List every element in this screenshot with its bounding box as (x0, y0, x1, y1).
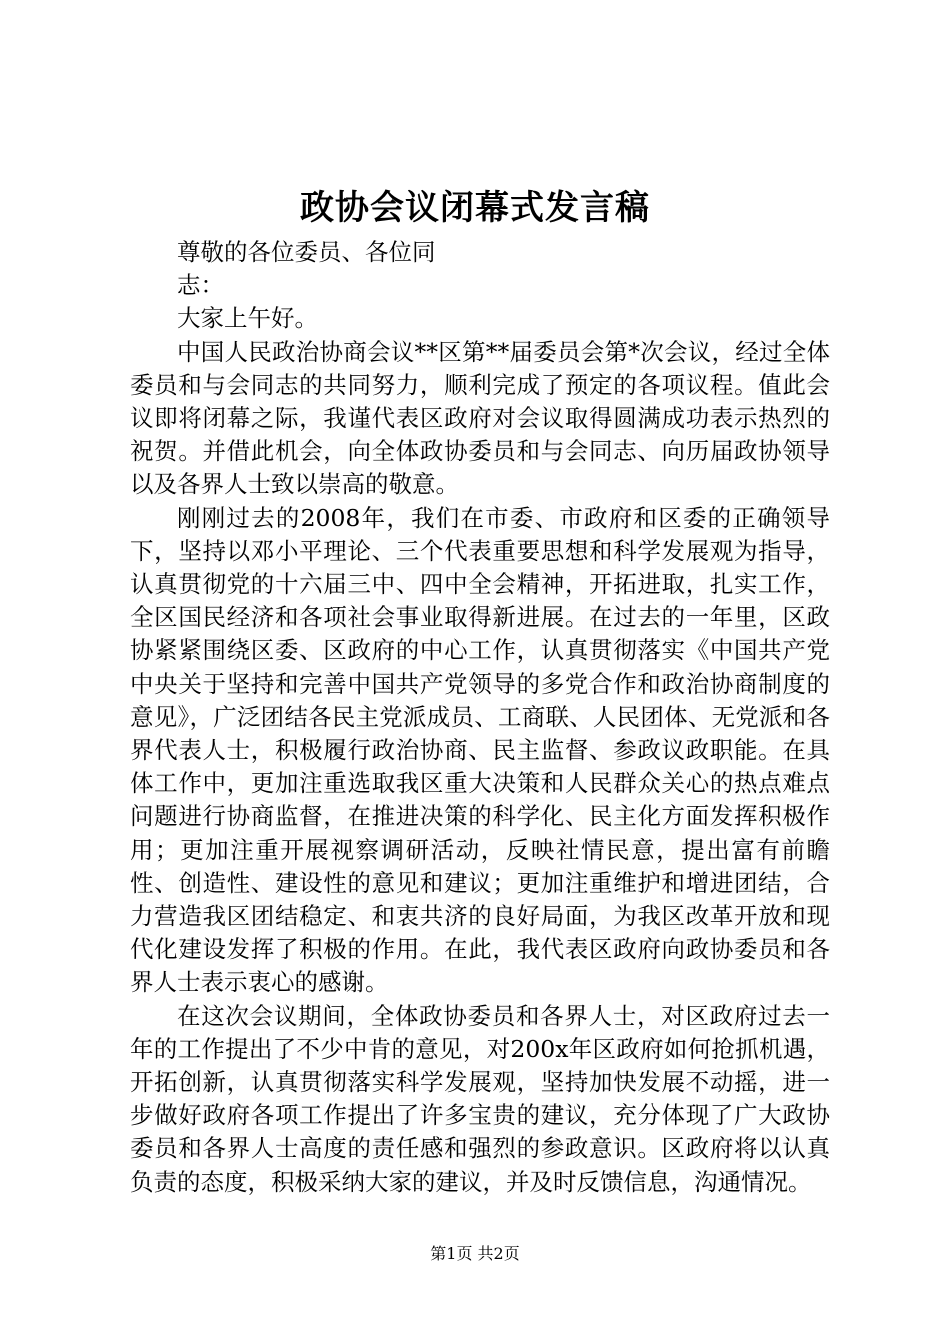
document-body (130, 236, 830, 1199)
paragraph-1: 中国人民政治协商会议**区第**届委员会第*次会议，经过全体委员和与会同志的共同努力，顺利完成了预定的各项议程。值此会议即将闭幕之际，我谨代表区政府对会议取得圆满成功表示热烈的祝贺。并借此机会，向全体政协委员和与会同志、向历届政协领导以及各界人士致以崇高的敬意。 (130, 337, 830, 499)
paragraph-2: 刚刚过去的2008年，我们在市委、市政府和区委的正确领导下，坚持以邓小平理论、三个代表重要思想和科学发展观为指导，认真贯彻党的十六届三中、四中全会精神，开拓进取，扎实工作，全区国民经济和各项社会事业取得新进展。在过去的一年里，区政协紧紧围绕区委、区政府的中心工作，认真贯彻落实《中国共产党中央关于坚持和完善中国共产党领导的多党合作和政治协商制度的意见》，广泛团结各民主党派成员、工商联、人民团体、无党派和各界代表人士，积极履行政治协商、民主监督、参政议政职能。在具体工作中，更加注重选取我区重大决策和人民群众关心的热点难点问题进行协商监督，在推进决策的科学化、民主化方面发挥积极作用；更加注重开展视察调研活动，反映社情民意，提出富有前瞻性、创造性、建设性的意见和建议；更加注重维护和增进团结，合力营造我区团结稳定、和衷共济的良好局面，为我区改革开放和现代化建设发挥了积极的作用。在此，我代表区政府向政协委员和各界人士表示衷心的感谢。 (130, 503, 830, 997)
document-title: 政协会议闭幕式发言稿 (300, 188, 650, 228)
salutation-line: 大家上午好。 (177, 304, 318, 333)
paragraph-3: 在这次会议期间，全体政协委员和各界人士，对区政府过去一年的工作提出了不少中肯的意见，对200x年区政府如何抢抓机遇，开拓创新，认真贯彻落实科学发展观，坚持加快发展不动摇，进一步做好政府各项工作提出了许多宝贵的建议，充分体现了广大政协委员和各界人士高度的责任感和强烈的参政意识。区政府将以认真负责的态度，积极采纳大家的建议，并及时反馈信息，沟通情况。 (130, 1001, 830, 1196)
greeting-line: 尊敬的各位委员、各位同志： (177, 238, 436, 300)
page-number-footer: 第1页 共2页 (430, 1244, 520, 1263)
